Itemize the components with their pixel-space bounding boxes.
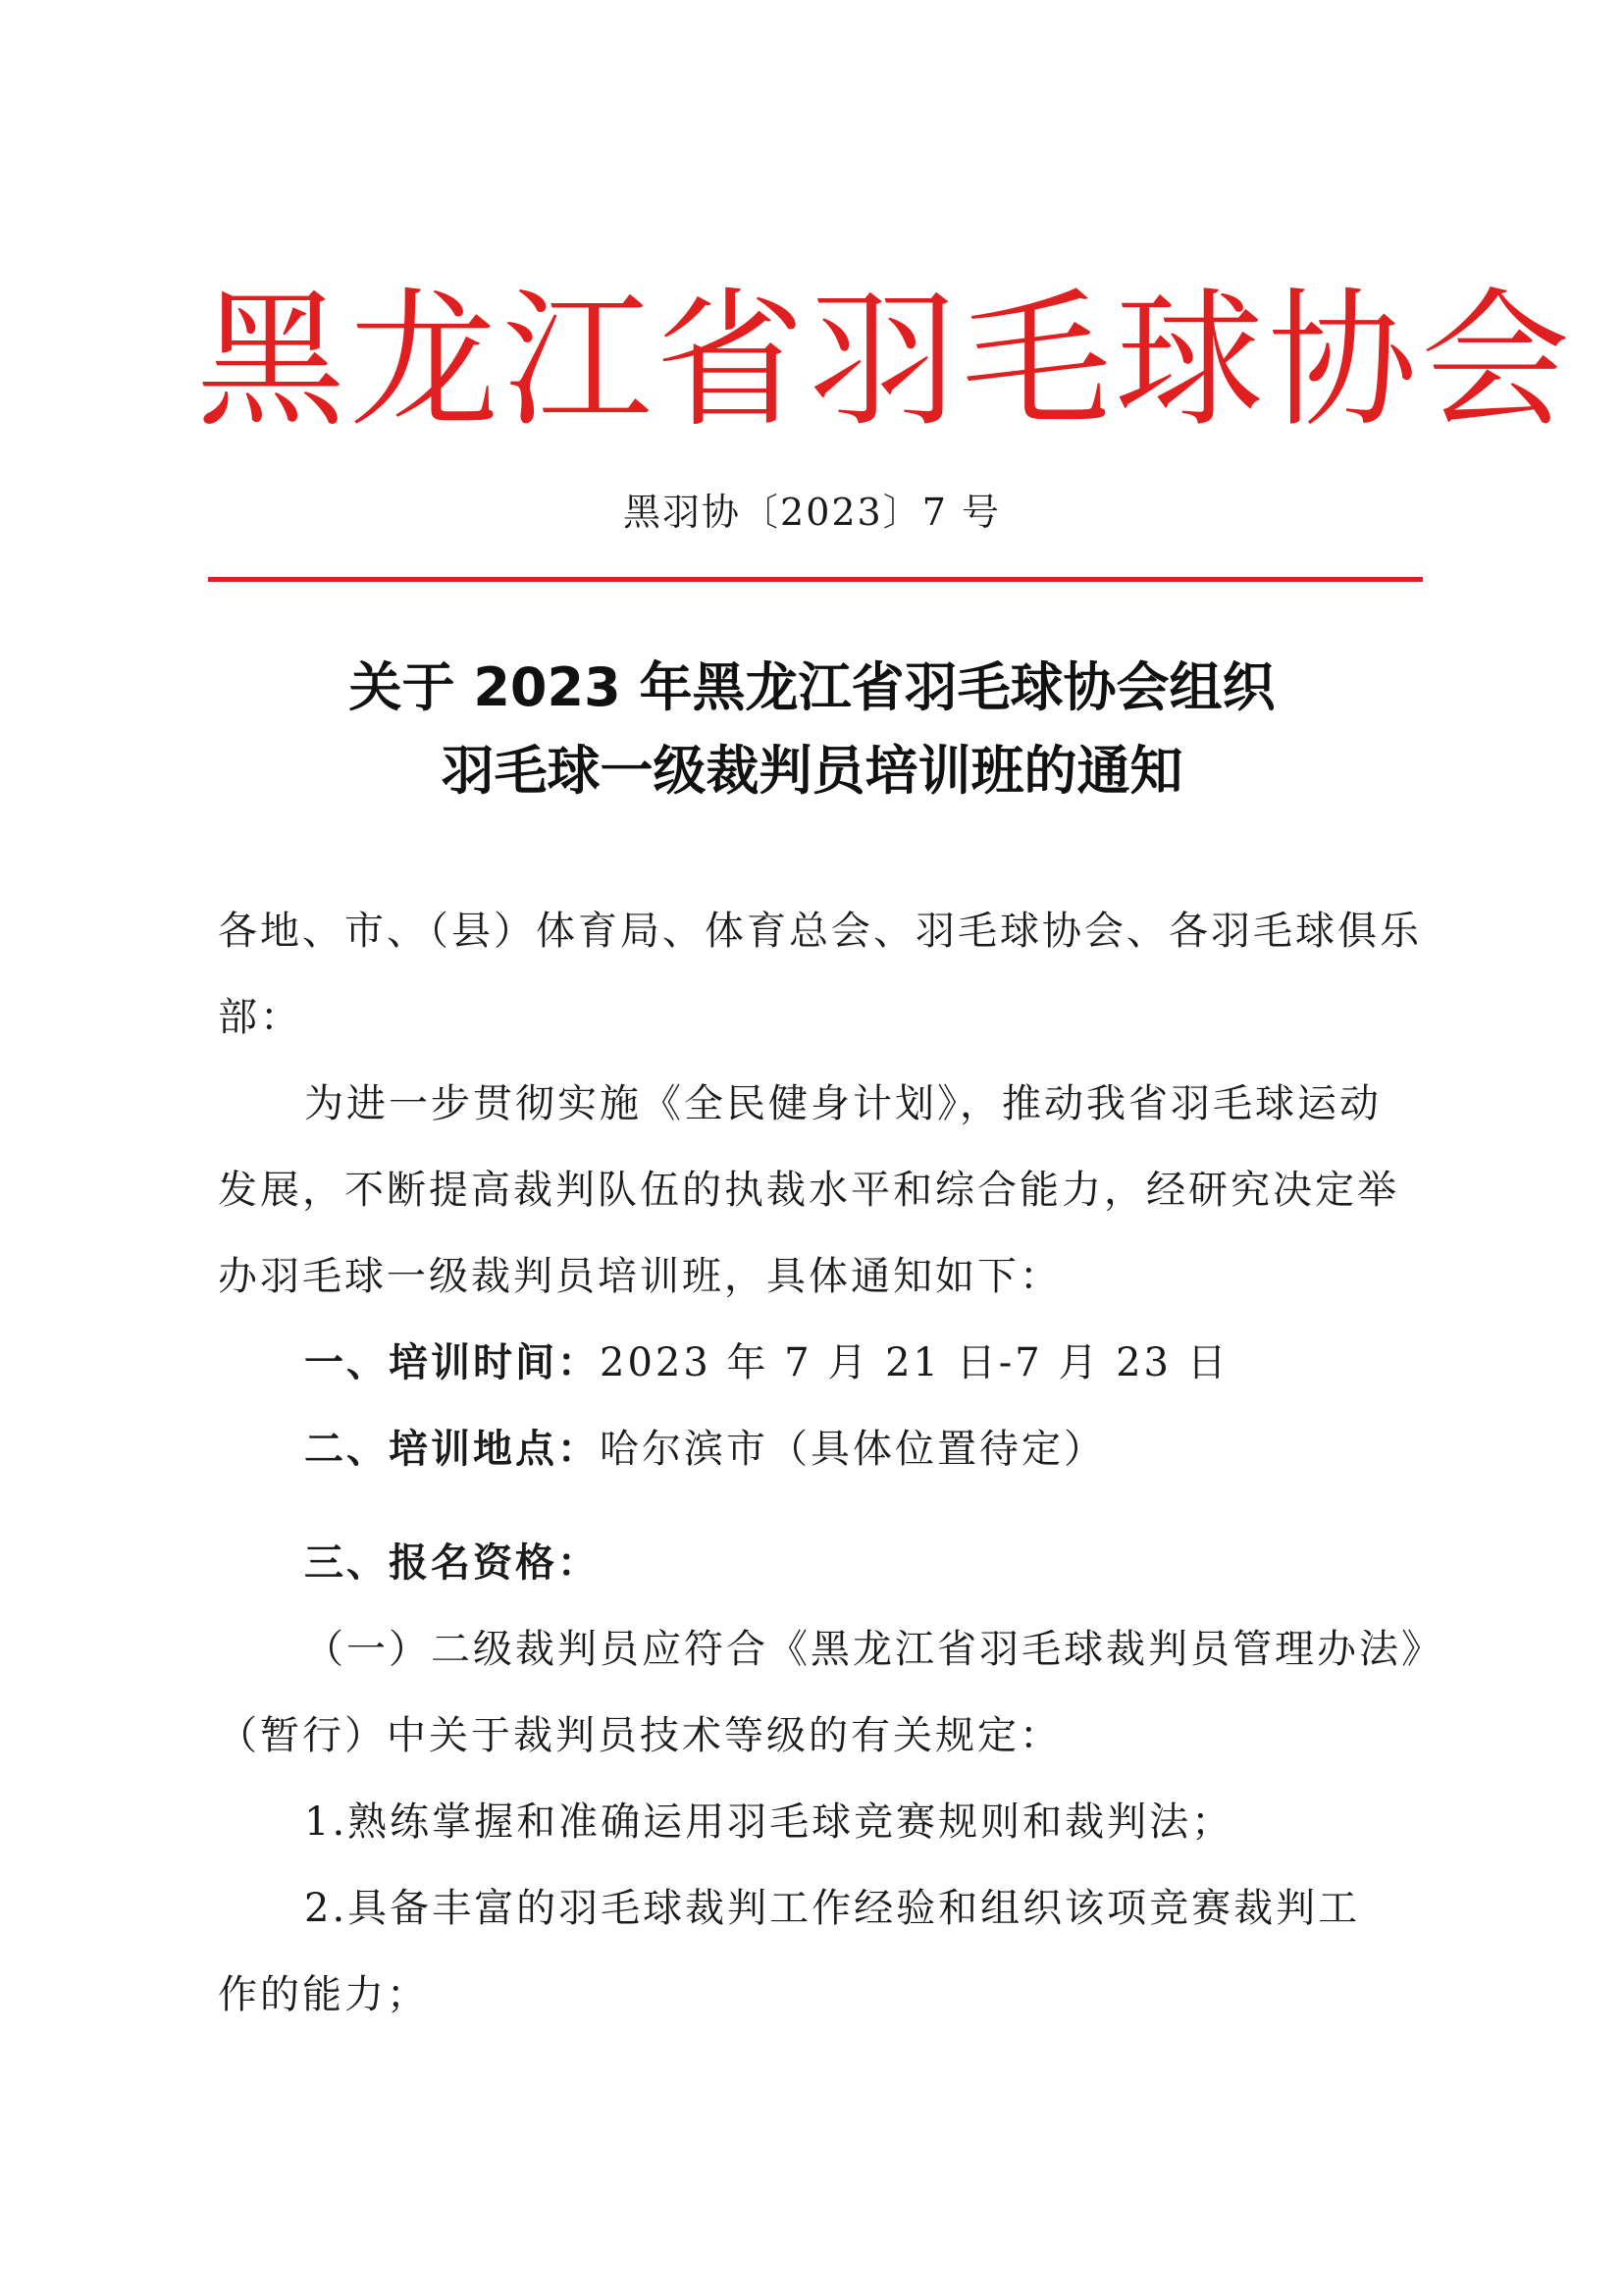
requirement-item-1: 1.熟练掌握和准确运用羽毛球竞赛规则和裁判法；: [304, 1799, 1234, 1845]
intro-line-3: 办羽毛球一级裁判员培训班，具体通知如下：: [218, 1254, 1062, 1299]
section-spacer: [218, 1492, 1435, 1520]
requirement-item-2-line-1: 2.具备丰富的羽毛球裁判工作经验和组织该项竞赛裁判工: [304, 1886, 1361, 1931]
qualification-1-line-1: （一）二级裁判员应符合《黑龙江省羽毛球裁判员管理办法》: [304, 1627, 1443, 1672]
qualification-1-line-2: （暂行）中关于裁判员技术等级的有关规定：: [218, 1713, 1062, 1758]
document-body: [218, 888, 1443, 2038]
title-line-2: 羽毛球一级裁判员培训班的通知: [441, 740, 1183, 802]
document-number: 黑羽协〔2023〕7 号: [623, 491, 1001, 534]
intro-line-1: 为进一步贯彻实施《全民健身计划》，推动我省羽毛球运动: [304, 1081, 1382, 1126]
organization-header: 黑龙江省羽毛球协会: [196, 274, 1574, 447]
training-time-value: 2023 年 7 月 21 日-7 月 23 日: [600, 1340, 1230, 1385]
training-time-label: 一、培训时间：: [304, 1339, 600, 1385]
red-divider-line: [208, 577, 1423, 582]
document-title: [0, 646, 1624, 812]
training-place-paragraph: [218, 1406, 1435, 1492]
requirement-item-2-line-2: 作的能力；: [218, 1972, 429, 2017]
training-place-label: 二、培训地点：: [304, 1426, 600, 1472]
salutation-line-1: 各地、市、（县）体育局、体育总会、羽毛球协会、各羽毛球俱乐: [218, 909, 1422, 954]
qualification-heading: 三、报名资格：: [304, 1539, 600, 1586]
title-line-1: 关于 2023 年黑龙江省羽毛球协会组织: [348, 656, 1276, 718]
training-place-value: 哈尔滨市（具体位置待定）: [600, 1427, 1106, 1472]
training-time-paragraph: [218, 1320, 1435, 1406]
intro-line-2: 发展，不断提高裁判队伍的执裁水平和综合能力，经研究决定举: [218, 1168, 1399, 1213]
salutation-line-2: 部：: [218, 995, 302, 1040]
